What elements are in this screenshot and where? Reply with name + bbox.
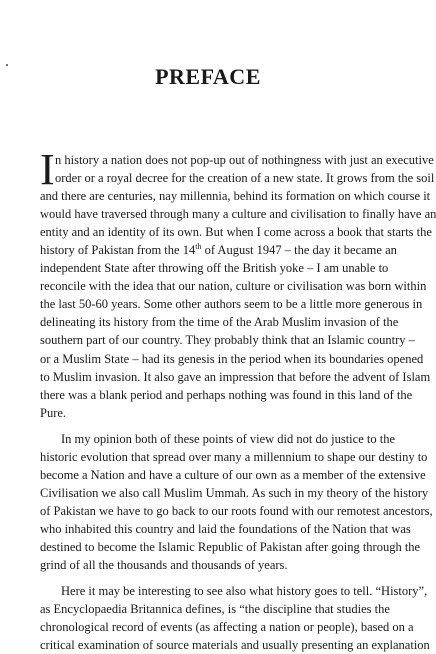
text-line: entity and an identity of its own. But when I come across a book that starts the (40, 225, 432, 240)
text-line: as Encyclopaedia Britannica defines, is “the discipline that studies the (40, 602, 390, 617)
text-line: reconcile with the idea that our nation, culture or civilisation was born within (40, 279, 427, 294)
text-line: destined to become the Islamic Republic of Pakistan after going through the (40, 539, 421, 554)
text-line: Civilisation we also call Muslim Ummah. As such in my theory of the history (40, 485, 429, 500)
text-line: or a Muslim State – had its genesis in the period when its boundaries opened (40, 351, 424, 366)
paragraph-1 (40, 145, 436, 422)
text-line: the last 50-60 years. Some other authors seem to be a little more generous in (40, 297, 423, 312)
text-line: independent State after throwing off the British yoke – I am unable to (40, 261, 389, 276)
text-line: become a Nation and have a culture of our own as a member of the extensive (40, 467, 426, 482)
text-line: of Pakistan we have to go back to our roots found with our remotest ancestors, (40, 503, 433, 518)
text-line: to Muslim invasion. It also gave an impression that before the advent of Islam (40, 369, 431, 384)
text-line: critical examination of source materials and usually presenting an explanation (40, 638, 430, 653)
text-line: Here it may be interesting to see also what history goes to tell. “History”, (61, 584, 428, 599)
paragraph-3 (40, 582, 430, 654)
text-line: who inhabited this country and laid the foundations of the Nation that was (40, 521, 411, 536)
text-line: and there are centuries, nay millennia, behind its formation on which course it (40, 189, 431, 204)
text-line: In my opinion both of these points of view did not do justice to the (61, 431, 395, 446)
text-line: order or a royal decree for the creation of a new state. It grows from the soil (55, 171, 435, 186)
text-line: Pure. (40, 405, 67, 420)
text-line: history of Pakistan from the 14th of August 1947 – the day it became an (40, 242, 397, 258)
text-line: historic evolution that spread over many a millennium to shape our destiny to (40, 449, 428, 464)
text-line: there was a blank period and perhaps nothing was found in this land of the (40, 387, 413, 402)
text-line: southern part of our country. They probably think that an Islamic country – (40, 333, 415, 348)
drop-cap: I (40, 145, 55, 194)
page-title: PREFACE (155, 64, 261, 89)
text-line: delineating its history from the time of the Arab Muslim invasion of the (40, 315, 399, 330)
body-text (40, 145, 436, 654)
text-line: would have traversed through many a culture and civilisation to finally have an (40, 207, 436, 222)
paragraph-2 (40, 430, 433, 574)
text-line: grind of all the thousands and thousands of years. (40, 558, 288, 573)
text-line: n history a nation does not pop-up out of nothingness with just an executive (55, 153, 434, 167)
text-line: chronological record of events (as affecting a nation or people), based on a (40, 620, 414, 635)
